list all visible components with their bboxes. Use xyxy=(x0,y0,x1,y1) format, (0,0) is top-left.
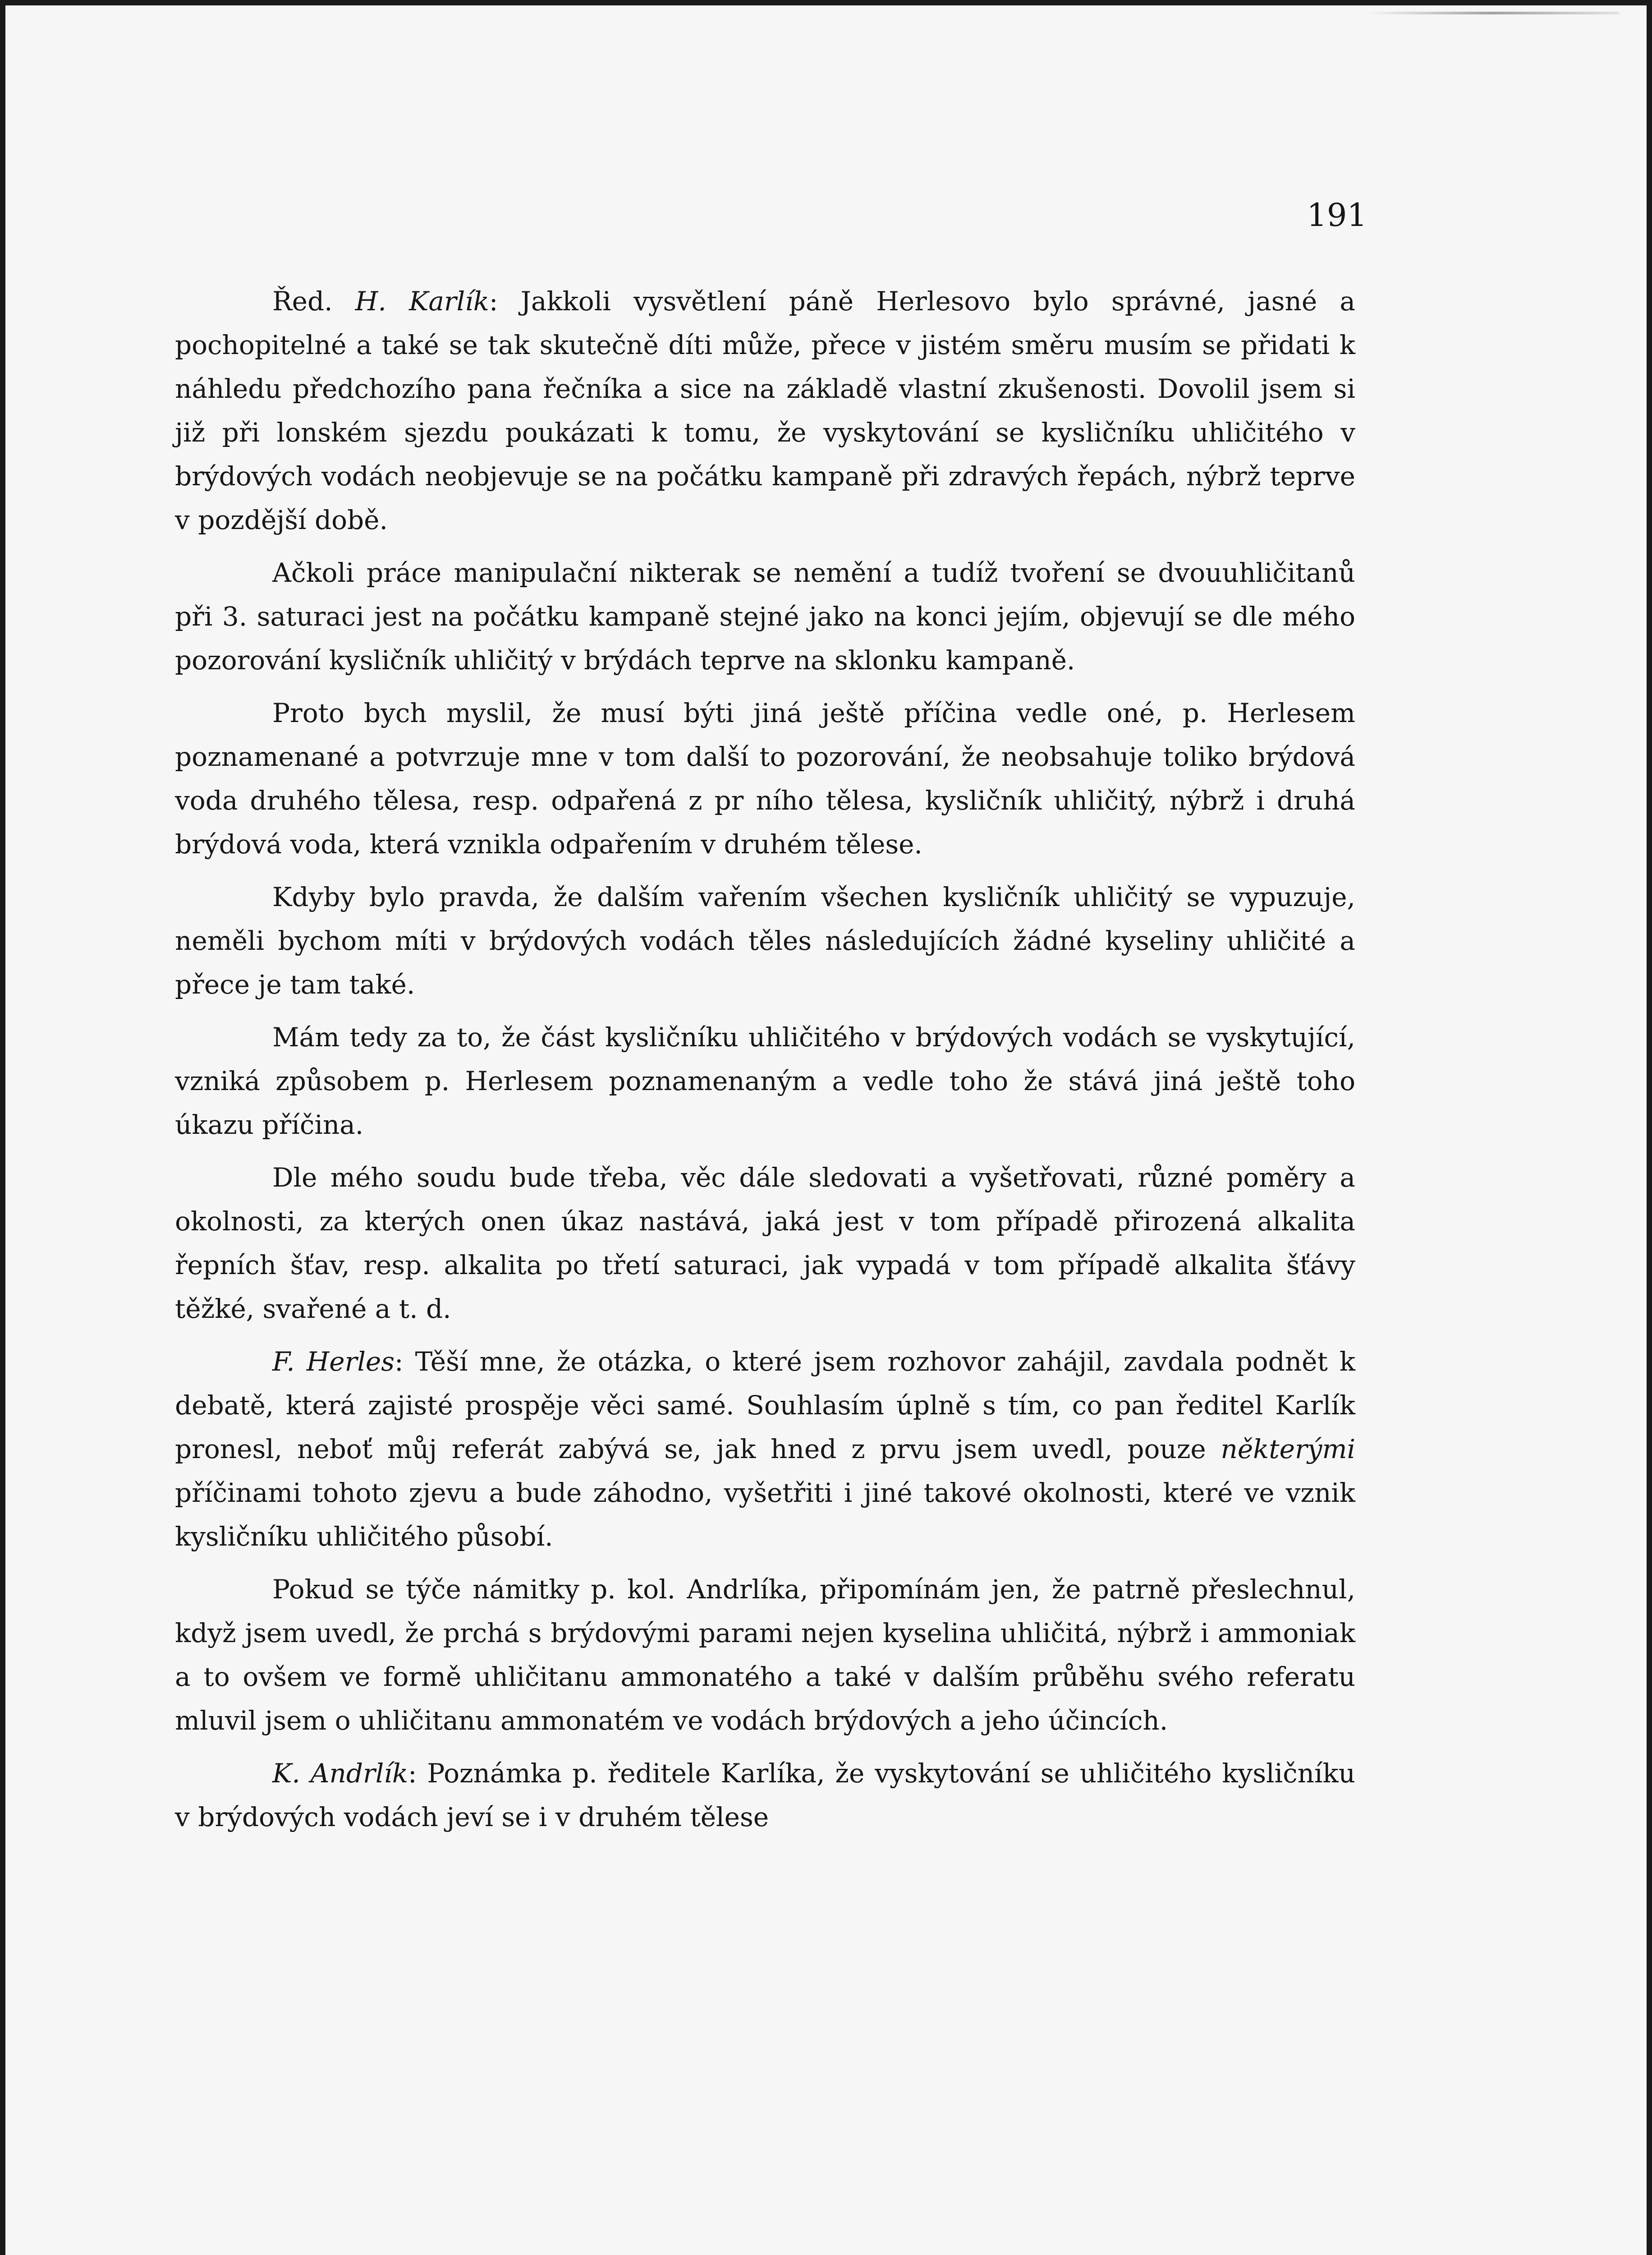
paragraph: Ačkoli práce manipulační nikterak se nemění a tudíž tvoření se dvouuhličitanů při 3. saturaci jest na počátku kampaně stejné jako na konci jejím, objevují se dle mého pozorování kysličník uhličitý v brýdách teprve na sklonku kampaně. xyxy=(175,557,1355,676)
paragraph-herles xyxy=(175,1340,1355,1559)
document-page xyxy=(5,5,1647,2255)
speaker-colon: : xyxy=(408,1758,417,1789)
speaker-colon: : xyxy=(394,1346,404,1377)
paragraph: Pokud se týče námitky p. kol. Andrlíka, připomínám jen, že patrně přeslechnul, když jsem uvedl, že prchá s brýdovými parami nejen kyselina uhličitá, nýbrž i ammoniak a to ovšem ve formě uhličitanu ammonatého a také v dalším průběhu svého referatu mluvil jsem o uhličitanu ammonatém ve vodách brýdových a jeho účincích. xyxy=(175,1574,1355,1736)
emphasized-word: některými xyxy=(1221,1434,1355,1464)
body-text xyxy=(175,280,1355,1839)
speaker-title: Řed. xyxy=(272,286,355,317)
speaker-name: F. Herles xyxy=(272,1346,395,1377)
page-number: 191 xyxy=(1307,197,1367,234)
paragraph-andrlik xyxy=(175,1752,1355,1839)
paragraph-karlik xyxy=(175,280,1355,542)
paragraph-text: Těší mne, že otázka, o které jsem rozhovor zahájil, zavdala podnět k debatě, která zajisté prospěje věci samé. Souhlasím úplně s tím, co pan ředitel Karlík pronesl, neboť můj referát zabývá se, jak hned z prvu jsem uvedl, pouze xyxy=(175,1346,1355,1464)
paragraph-text: příčinami tohoto zjevu a bude záhodno, vyšetřiti i jiné takové okolnosti, které ve vznik kysličníku uhličitého působí. xyxy=(175,1477,1355,1552)
paragraph-text: Poznámka p. ředitele Karlíka, že vyskytování se uhličitého kysličníku v brýdových vodách jeví se i v druhém tělese xyxy=(175,1758,1355,1832)
speaker-name: H. Karlík xyxy=(355,286,489,317)
paragraph: Proto bych myslil, že musí býti jiná ještě příčina vedle oné, p. Herlesem poznamenané a potvrzuje mne v tom další to pozorování, že neobsahuje toliko brýdová voda druhého tělesa, resp. odpařená z pr ního tělesa, kysličník uhličitý, nýbrž i druhá brýdová voda, která vznikla odpařením v druhém tělese. xyxy=(175,698,1355,860)
paragraph-text: Jakkoli vysvětlení páně Herlesovo bylo správné, jasné a pochopitelné a také se tak skutečně díti může, přece v jistém směru musím se přidati k náhledu předchozího pana řečníka a sice na základě vlastní zkušenosti. Dovolil jsem si již při lonském sjezdu poukázati k tomu, že vyskytování se kysličníku uhličitého v brýdových vodách neobjevuje se na počátku kampaně při zdravých řepách, nýbrž teprve v pozdější době. xyxy=(175,286,1355,535)
paragraph: Dle mého soudu bude třeba, věc dále sledovati a vyšetřovati, různé poměry a okolnosti, za kterých onen úkaz nastává, jaká jest v tom případě přirozená alkalita řepních šťav, resp. alkalita po třetí saturaci, jak vypadá v tom případě alkalita šťávy těžké, svařené a t. d. xyxy=(175,1162,1355,1324)
scan-artifact-line xyxy=(1367,12,1620,14)
speaker-colon: : xyxy=(489,286,498,317)
paragraph: Kdyby bylo pravda, že dalším vařením všechen kysličník uhličitý se vypuzuje, neměli bychom míti v brýdových vodách těles následujících žádné kyseliny uhličité a přece je tam také. xyxy=(175,882,1355,1000)
speaker-name: K. Andrlík xyxy=(272,1758,408,1789)
paragraph: Mám tedy za to, že část kysličníku uhličitého v brýdových vodách se vyskytující, vzniká způsobem p. Herlesem poznamenaným a vedle toho že stává jiná ještě toho úkazu příčina. xyxy=(175,1022,1355,1140)
